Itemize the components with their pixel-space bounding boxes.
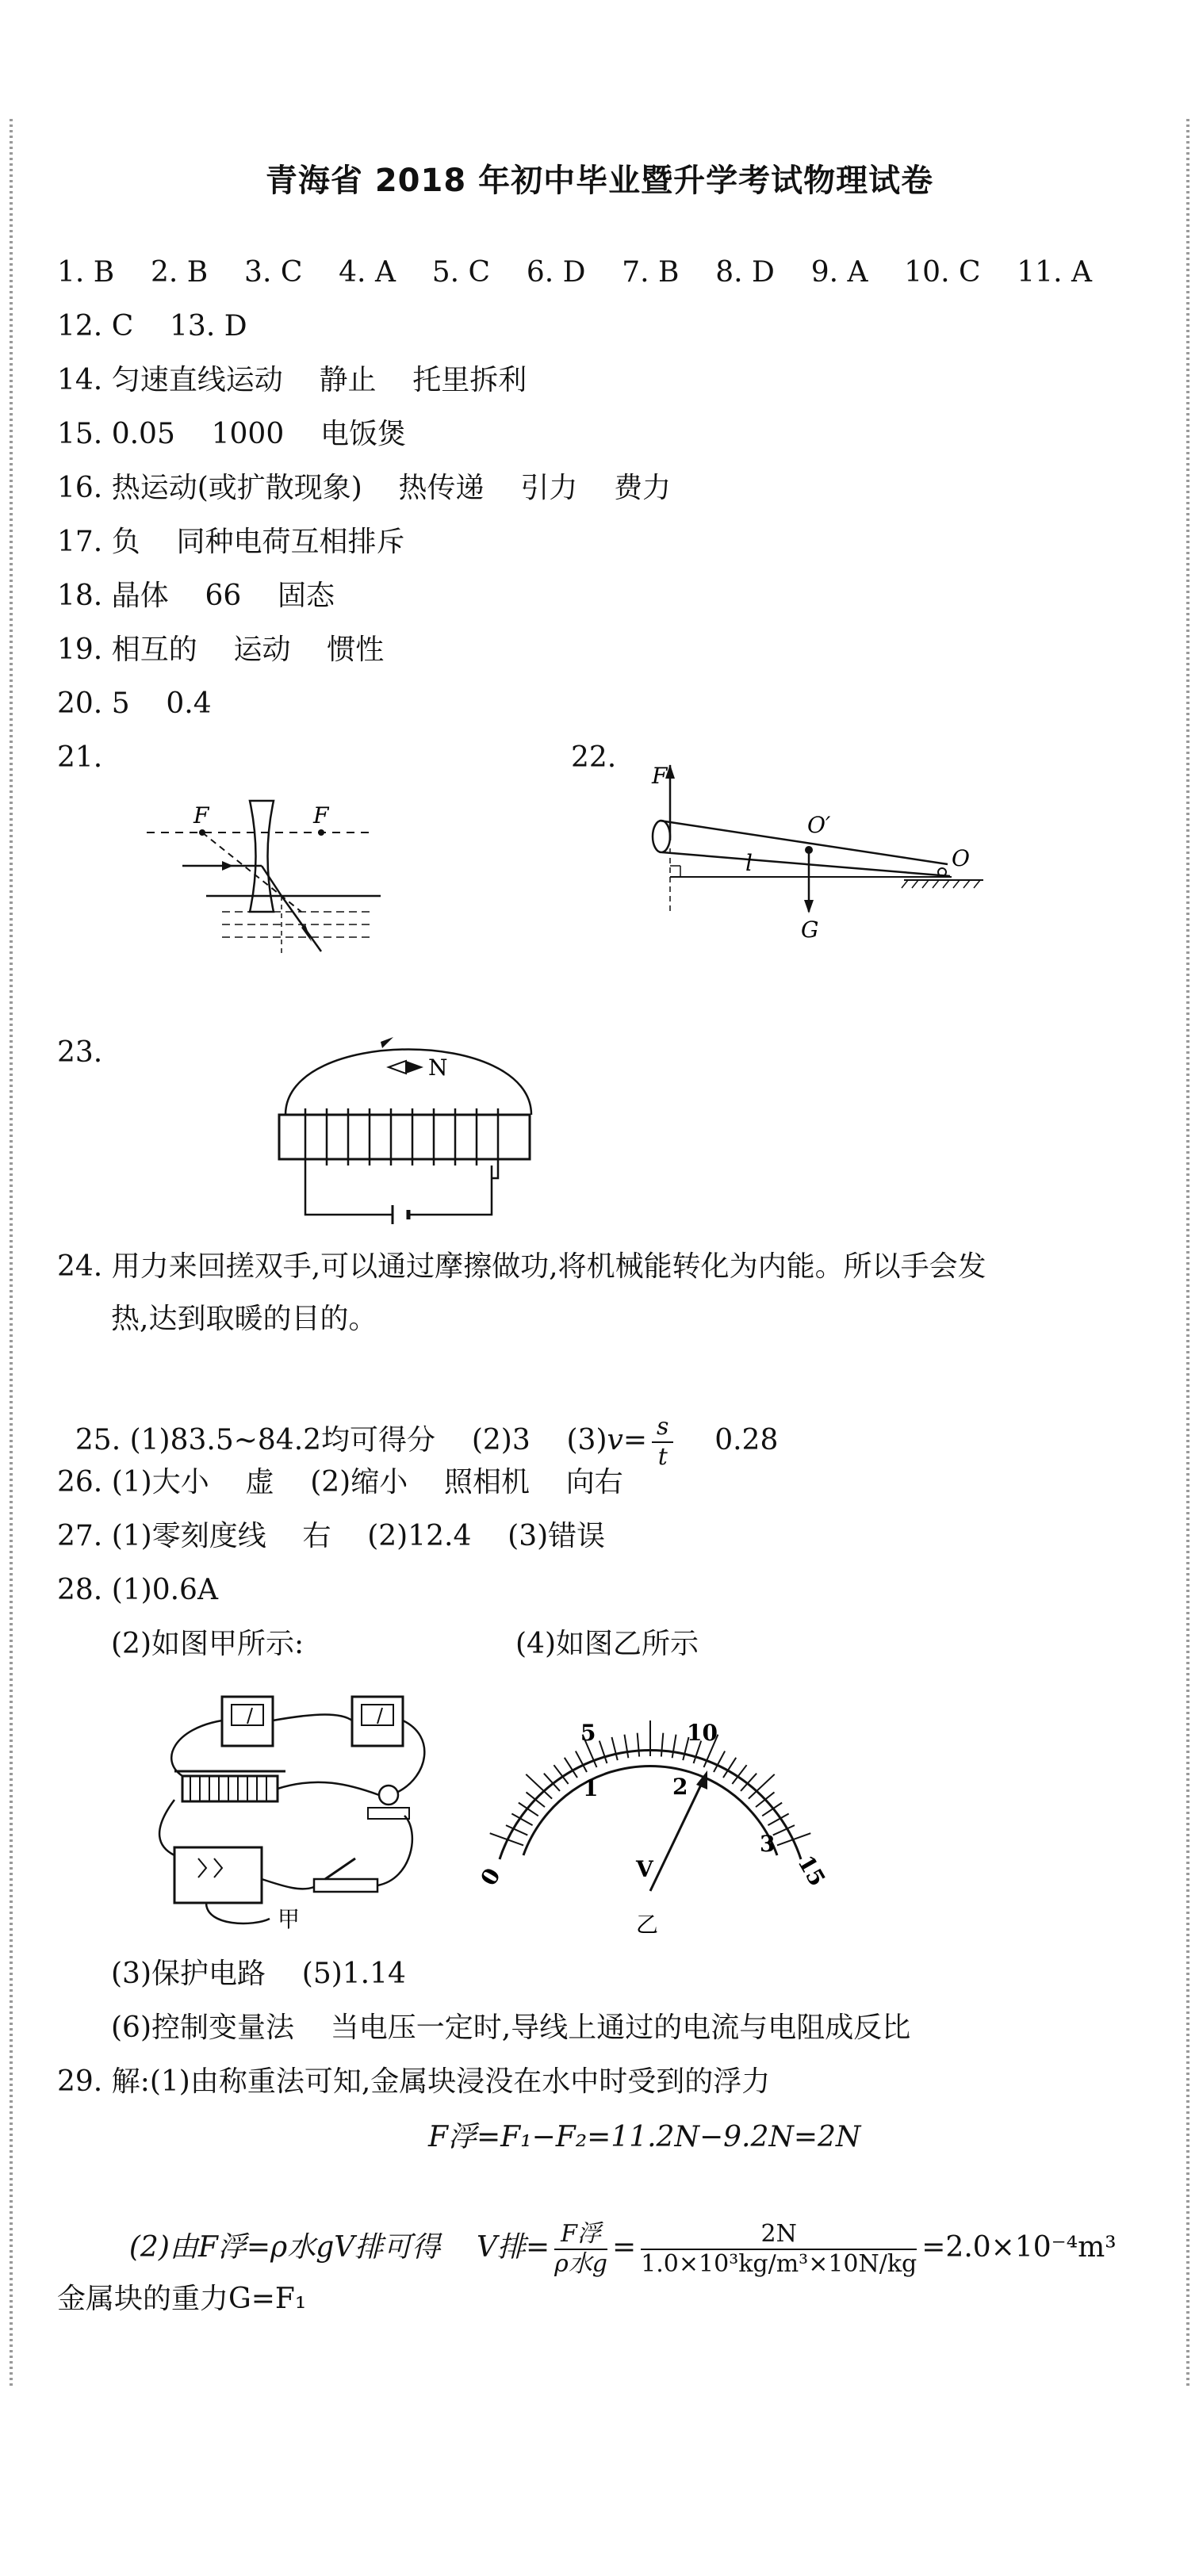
scale-tick xyxy=(773,1825,795,1835)
answer-21-label: 21. xyxy=(57,741,103,774)
focus-label-left: F xyxy=(193,802,209,829)
meter-unit-V: V xyxy=(636,1856,653,1882)
scale-tick xyxy=(762,1803,782,1816)
answer-19: 19. 相互的 运动 惯性 xyxy=(57,633,385,666)
scale-tick xyxy=(519,1803,538,1816)
volume-fraction-symbolic: $\frac{\text{F浮}}{\text{ρ水g}}$ xyxy=(554,2220,608,2278)
answer-28-1: 28. (1)0.6A xyxy=(57,1574,218,1606)
answer-line-1-11: 1. B 2. B 3. C 4. A 5. C 6. D 7. B 8. D 9. A 10. C 11. A xyxy=(57,256,1092,289)
solenoid-diagram xyxy=(270,1012,555,1226)
scale-tick xyxy=(600,1741,607,1763)
scale-top-10: 10 xyxy=(687,1720,718,1746)
answer-16: 16. 热运动(或扩散现象) 热传递 引力 费力 xyxy=(57,472,672,504)
scale-top-5: 5 xyxy=(580,1720,596,1746)
answer-25-value: 0.28 xyxy=(678,1424,779,1456)
voltmeter-scale xyxy=(468,1693,833,1939)
answer-15: 15. 0.05 1000 电饭煲 xyxy=(57,418,407,450)
scale-tick xyxy=(638,1733,639,1757)
lever-diagram xyxy=(650,761,983,944)
scale-bottom-1: 1 xyxy=(583,1775,599,1801)
velocity-symbol: v= xyxy=(607,1424,648,1456)
center-label-O-prime: O′ xyxy=(807,812,831,838)
answer-22-label: 22. xyxy=(571,741,617,774)
volume-intro: (2)由F浮=ρ水gV排可得 V排= xyxy=(128,2231,550,2264)
answer-28-2: (2)如图甲所示: xyxy=(111,1628,305,1660)
figure-jia-label: 甲 xyxy=(278,1906,301,1932)
scale-tick xyxy=(624,1735,628,1759)
focus-label-right: F xyxy=(313,802,329,829)
scale-top-0: 0 xyxy=(475,1863,506,1890)
answer-29-volume: (2)由F浮=ρ水gV排可得 V排= $\frac{\text{F浮}}{\text{ρ水g}}$ = $\frac{2N}{\text{1.0×10³kg/m³×10N/kg}}$ =2.0×10⁻⁴m³ xyxy=(128,2220,1117,2278)
answer-24-line-2: 热,达到取暖的目的。 xyxy=(111,1303,377,1335)
answer-20: 20. 5 0.4 xyxy=(57,687,212,720)
answer-28-6: (6)控制变量法 当电压一定时,导线上通过的电流与电阻成反比 xyxy=(111,2011,911,2044)
scale-tick xyxy=(672,1735,676,1759)
scale-bottom-2: 2 xyxy=(672,1774,688,1800)
volume-fraction-numeric: $\frac{2N}{\text{1.0×10³kg/m³×10N/kg}}$ xyxy=(641,2220,917,2278)
scale-top-15: 15 xyxy=(792,1851,831,1891)
answer-25 xyxy=(57,1378,778,1472)
scale-tick xyxy=(611,1737,617,1760)
answer-26: 26. (1)大小 虚 (2)缩小 照相机 向右 xyxy=(57,1466,623,1499)
scale-tick xyxy=(661,1733,663,1757)
needle-north-label: N xyxy=(428,1055,448,1081)
gravity-label-G: G xyxy=(801,917,819,943)
answer-23-label: 23. xyxy=(57,1036,103,1069)
circuit-diagram xyxy=(159,1689,444,1935)
answer-29-weight: 金属块的重力G=F₁ xyxy=(57,2283,307,2315)
right-perforation-edge xyxy=(1186,119,1189,2387)
scale-tick xyxy=(506,1825,527,1835)
page-title: 青海省 2018 年初中毕业暨升学考试物理试卷 xyxy=(265,163,934,199)
force-label-F: F xyxy=(652,763,668,789)
scale-bottom-3: 3 xyxy=(760,1831,776,1857)
answer-25-text: 25. (1)83.5~84.2均可得分 (2)3 (3) xyxy=(75,1424,607,1456)
velocity-fraction: $\frac{s}{t}$ xyxy=(652,1413,673,1472)
answer-14: 14. 匀速直线运动 静止 托里拆利 xyxy=(57,364,527,396)
answer-line-12-13: 12. C 13. D xyxy=(57,310,247,343)
answer-24-line-1: 24. 用力来回搓双手,可以通过摩擦做功,将机械能转化为内能。所以手会发 xyxy=(57,1250,986,1283)
arm-label-l: l xyxy=(745,850,753,876)
answer-29-intro: 29. 解:(1)由称重法可知,金属块浸没在水中时受到的浮力 xyxy=(57,2065,771,2098)
answer-28-4: (4)如图乙所示 xyxy=(515,1628,699,1660)
figure-yi-label: 乙 xyxy=(636,1912,659,1938)
pivot-label-O: O xyxy=(952,845,970,871)
answer-27: 27. (1)零刻度线 右 (2)12.4 (3)错误 xyxy=(57,1520,606,1552)
buoyancy-equation: F浮=F₁−F₂=11.2N−9.2N=2N xyxy=(428,2121,861,2153)
answer-18: 18. 晶体 66 固态 xyxy=(57,580,335,612)
volume-result: =2.0×10⁻⁴m³ xyxy=(921,2231,1117,2264)
left-perforation-edge xyxy=(10,119,13,2387)
answer-28-3-5: (3)保护电路 (5)1.14 xyxy=(111,1958,406,1990)
answer-17: 17. 负 同种电荷互相排斥 xyxy=(57,526,405,558)
lens-diagram xyxy=(143,801,396,959)
